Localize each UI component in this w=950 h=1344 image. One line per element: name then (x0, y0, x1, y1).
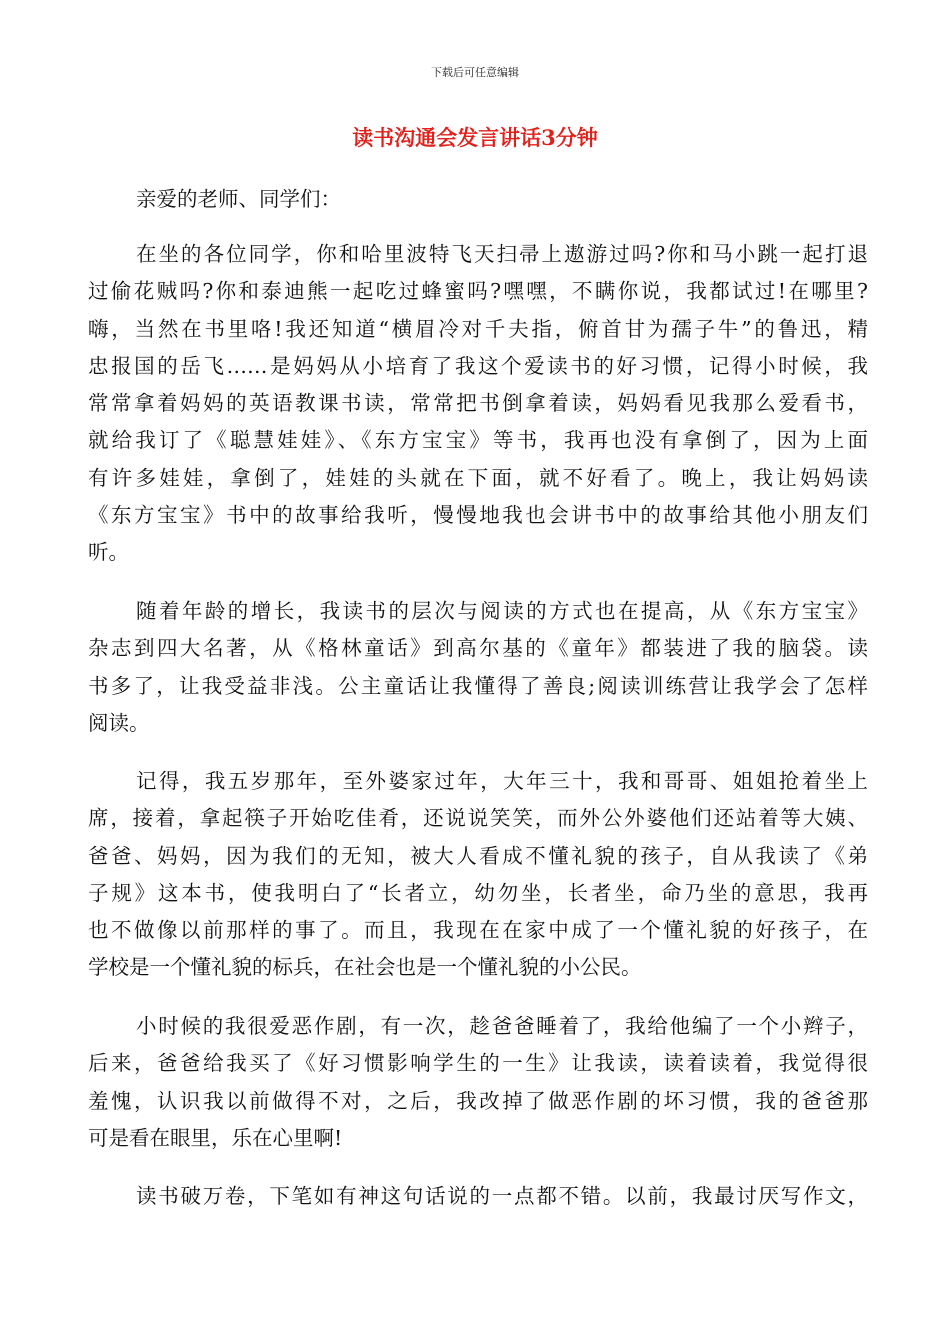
paragraph-line: 过偷花贼吗?你和泰迪熊一起吃过蜂蜜吗?嘿嘿，不瞒你说，我都试过!在哪里? (88, 279, 868, 304)
paragraph-line: 读书破万卷，下笔如有神这句话说的一点都不错。以前，我最讨厌写作文， (136, 1184, 868, 1208)
paragraph-line: 学校是一个懂礼貌的标兵，在社会也是一个懂礼貌的小公民。 (88, 955, 642, 980)
paragraph-line: 嗨，当然在书里咯!我还知道“横眉冷对千夫指，俯首甘为孺子牛”的鲁迅，精 (88, 316, 868, 341)
paragraph-1 (88, 236, 868, 572)
paragraph-line: 也不做像以前那样的事了。而且，我现在在家中成了一个懂礼貌的好孩子，在 (88, 918, 868, 943)
paragraph-line: 爸爸、妈妈，因为我们的无知，被大人看成不懂礼貌的孩子，自从我读了《弟 (88, 843, 868, 868)
paragraph-line: 随着年龄的增长，我读书的层次与阅读的方式也在提高，从《东方宝宝》 (136, 599, 868, 623)
paragraph-line: 听。 (88, 540, 129, 565)
paragraph-line: 常常拿着妈妈的英语教课书读，常常把书倒拿着读，妈妈看见我那么爱看书， (88, 391, 868, 416)
paragraph-line: 阅读。 (88, 710, 150, 735)
paragraph-line: 席，接着，拿起筷子开始吃佳肴，还说说笑笑，而外公外婆他们还站着等大姨、 (88, 806, 868, 831)
paragraph-line: 有许多娃娃，拿倒了，娃娃的头就在下面，就不好看了。晚上，我让妈妈读 (88, 465, 868, 490)
paragraph-line: 小时候的我很爱恶作剧，有一次，趁爸爸睡着了，我给他编了一个小辫子， (136, 1014, 868, 1038)
paragraph-line: 《东方宝宝》书中的故事给我听，慢慢地我也会讲书中的故事给其他小朋友们 (88, 503, 868, 528)
paragraph-5 (88, 1178, 868, 1215)
paragraph-line: 在坐的各位同学，你和哈里波特飞天扫帚上遨游过吗?你和马小跳一起打退 (136, 242, 868, 266)
paragraph-line: 就给我订了《聪慧娃娃》、《东方宝宝》等书，我再也没有拿倒了，因为上面 (88, 428, 868, 453)
paragraph-line: 后来，爸爸给我买了《好习惯影响学生的一生》让我读，读着读着，我觉得很 (88, 1051, 868, 1076)
paragraph-line: 子规》这本书，使我明白了“长者立，幼勿坐，长者坐，命乃坐的意思，我再 (88, 880, 868, 905)
document-title: 读书沟通会发言讲话3分钟 (352, 125, 598, 150)
paragraph-line: 杂志到四大名著，从《格林童话》到高尔基的《童年》都装进了我的脑袋。读 (88, 636, 868, 661)
paragraph-4 (88, 1008, 868, 1157)
paragraph-line: 忠报国的岳飞……是妈妈从小培育了我这个爱读书的好习惯，记得小时候，我 (88, 353, 868, 378)
header-note: 下载后可任意编辑 (431, 66, 519, 79)
paragraph-line: 书多了，让我受益非浅。公主童话让我懂得了善良;阅读训练营让我学会了怎样 (88, 673, 868, 698)
paragraph-2 (88, 593, 868, 742)
paragraph-line: 记得，我五岁那年，至外婆家过年，大年三十，我和哥哥、姐姐抢着坐上 (136, 769, 868, 793)
paragraph-line: 羞愧，认识我以前做得不对，之后，我改掉了做恶作剧的坏习惯，我的爸爸那 (88, 1088, 868, 1113)
paragraph-line: 可是看在眼里，乐在心里啊! (88, 1125, 343, 1150)
paragraph-3 (88, 763, 868, 987)
greeting: 亲爱的老师、同学们： (136, 187, 341, 211)
